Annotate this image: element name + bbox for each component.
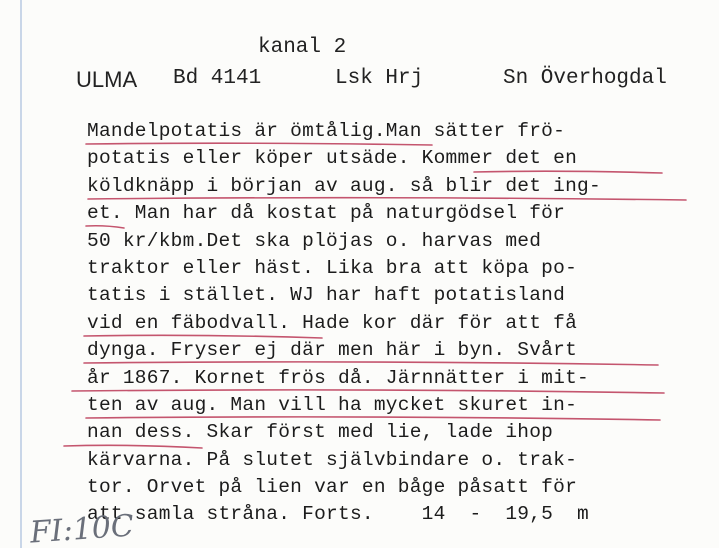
text-line: att samla stråna. Forts. 14 - 19,5 m (87, 503, 589, 526)
text-line: år 1867. Kornet frös då. Järnnätter i mit- (87, 366, 589, 389)
card-margin-rule (20, 0, 22, 548)
text-line: 50 kr/kbm.Det ska plöjas o. harvas med (87, 229, 542, 252)
landskap-field: Lsk Hrj (335, 67, 424, 90)
handwritten-archive-note: FI:10C (28, 508, 136, 551)
text-line: Mandelpotatis är ömtålig.Man sätter frö- (87, 120, 566, 142)
kanal-label: kanal 2 (258, 36, 347, 59)
socken-field: Sn Överhogdal (503, 67, 667, 90)
text-line: et. Man har då kostat på naturgödsel för (87, 202, 566, 225)
text-line: kärvarna. På slutet självbindare o. trak- (87, 448, 578, 471)
text-line: ten av aug. Man vill ha mycket skuret in- (87, 393, 578, 416)
bd-number: Bd 4141 (173, 67, 262, 90)
text-line: köldknäpp i början av aug. så blir det ing- (87, 174, 601, 197)
text-line: tatis i stället. WJ har haft potatisland (87, 284, 566, 307)
archive-code: ULMA (76, 67, 138, 92)
text-line: dynga. Fryser ej där men här i byn. Svårt (87, 339, 578, 362)
text-line: potatis eller köper utsäde. Kommer det en (87, 147, 578, 170)
text-line: vid en fäbodvall. Hade kor där för att få (87, 311, 578, 334)
text-line: nan dess. Skar först med lie, lade ihop (87, 421, 554, 444)
text-line: traktor eller häst. Lika bra att köpa po- (87, 256, 578, 279)
transcript-text (87, 118, 601, 529)
text-line: tor. Orvet på lien var en båge påsatt för (87, 476, 578, 499)
